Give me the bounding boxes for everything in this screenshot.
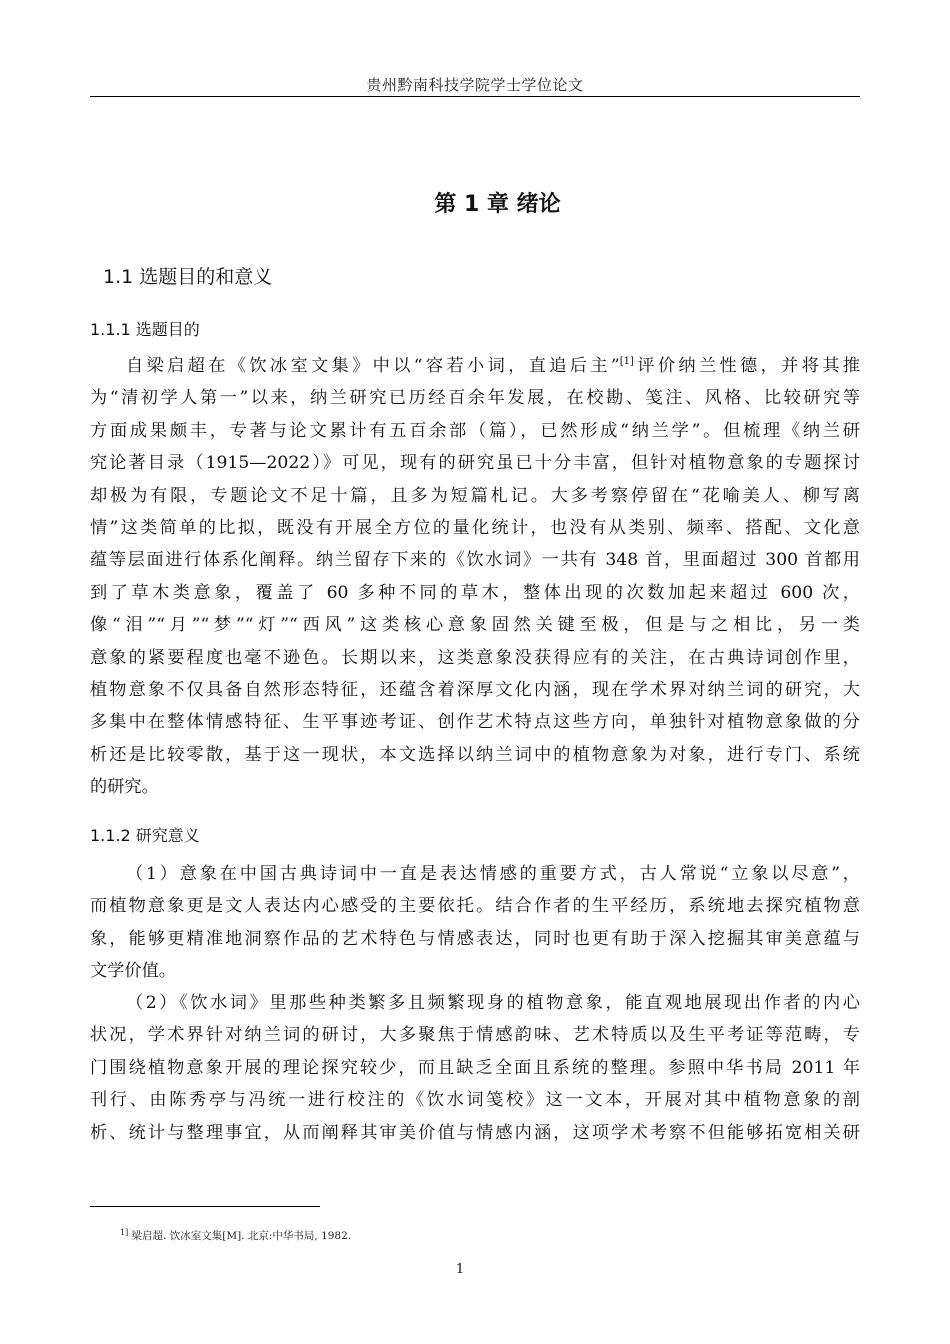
paragraph-line: 的研究。 [90, 777, 159, 798]
paragraph-line [90, 350, 860, 382]
paragraph-line: 多集中在整体情感特征、生平事迹考证、创作艺术特点这些方向，单独针对植物意象做的分 [90, 712, 860, 733]
paragraph-line: 状况，学术界针对纳兰词的研讨，大多聚焦于情感韵味、艺术特质以及生平考证等范畴，专 [90, 1025, 860, 1046]
paragraph-line: 方面成果颇丰，专著与论文累计有五百余部（篇），已然形成“纳兰学”。但梳理《纳兰研 [90, 420, 860, 441]
paragraph-line: 刊行、由陈秀亭与冯统一进行校注的《饮水词笺校》这一文本，开展对其中植物意象的剖 [90, 1090, 860, 1111]
paragraph-line: （1）意象在中国古典诗词中一直是表达情感的重要方式，古人常说“立象以尽意”， [126, 864, 860, 884]
header-rule [90, 96, 860, 97]
paragraph-line: 到了草木类意象，覆盖了 60 多种不同的草木，整体出现的次数加起来超过 600 次， [90, 582, 860, 603]
paragraph-line: 析、统计与整理事宜，从而阐释其审美价值与情感内涵，这项学术考察不但能够拓宽相关研 [90, 1122, 860, 1143]
paragraph-significance-1 [90, 858, 860, 988]
paragraph-line: （2）《饮水词》里那些种类繁多且频繁现身的植物意象，能直观地展现出作者的内心 [126, 993, 860, 1013]
paragraph-line: 门围绕植物意象开展的理论探究较少，而且缺乏全面且系统的整理。参照中华书局 2011 年 [90, 1057, 860, 1078]
paragraph-line: 植物意象不仅具备自然形态特征，还蕴含着深厚文化内涵，现在学术界对纳兰词的研究，大 [90, 679, 860, 700]
section-title: 1.1 选题目的和意义 [103, 266, 273, 288]
paragraph-line: 文学价值。 [90, 961, 176, 982]
paragraph-line: 意象的紧要程度也毫不逊色。长期以来，这类意象没获得应有的关注，在古典诗词创作里， [90, 647, 860, 668]
paragraph-text: 评价纳兰性德，并将其推 [633, 356, 860, 376]
citation-marker[interactable]: [1] [619, 356, 634, 367]
subsection-title-significance: 1.1.2 研究意义 [90, 826, 200, 845]
paragraph-line: 而植物意象更是文人表达内心感受的主要依托。结合作者的生平经历，系统地去探究植物意 [90, 896, 860, 917]
paragraph-significance-2 [90, 987, 860, 1149]
paragraph-line: 蕴等层面进行体系化阐释。纳兰留存下来的《饮水词》一共有 348 首，里面超过 300 首都用 [90, 550, 860, 571]
footnote [120, 1228, 351, 1243]
paragraph-line: 像“泪”“月”“梦”“灯”“西风”这类核心意象固然关键至极，但是与之相比，另一类 [90, 615, 860, 636]
paragraph-text: 自梁启超在《饮冰室文集》中以“容若小词，直追后主” [126, 356, 620, 376]
footnote-text: 梁启超. 饮冰室文集[M]. 北京:中华书局, 1982. [131, 1230, 352, 1242]
paragraph-line: 为“清初学人第一”以来，纳兰研究已历经百余年发展，在校勘、笺注、风格、比较研究等 [90, 388, 860, 409]
paragraph-line: 析还是比较零散，基于这一现状，本文选择以纳兰词中的植物意象为对象，进行专门、系统 [90, 744, 860, 765]
chapter-title: 第 1 章 绪论 [434, 192, 561, 217]
footnote-marker: 1] [120, 1228, 129, 1237]
paragraph-line: 却极为有限，专题论文不足十篇，且多为短篇札记。大多考察停留在“花喻美人、柳写离 [90, 485, 860, 506]
page-number: 1 [455, 1262, 465, 1277]
paragraph-line: 情”这类简单的比拟，既没有开展全方位的量化统计，也没有从类别、频率、搭配、文化意 [90, 517, 860, 538]
paragraph-line: 象，能够更精准地洞察作品的艺术特色与情感表达，同时也更有助于深入挖掘其审美意蕴与 [90, 928, 860, 949]
paragraph-purpose [90, 350, 860, 803]
paragraph-line: 究论著目录（1915—2022）》可见，现有的研究虽已十分丰富，但针对植物意象的专题探讨 [90, 453, 860, 474]
footnote-rule [90, 1206, 320, 1207]
subsection-title-purpose: 1.1.1 选题目的 [90, 320, 200, 339]
running-header: 贵州黔南科技学院学士学位论文 [366, 76, 584, 94]
